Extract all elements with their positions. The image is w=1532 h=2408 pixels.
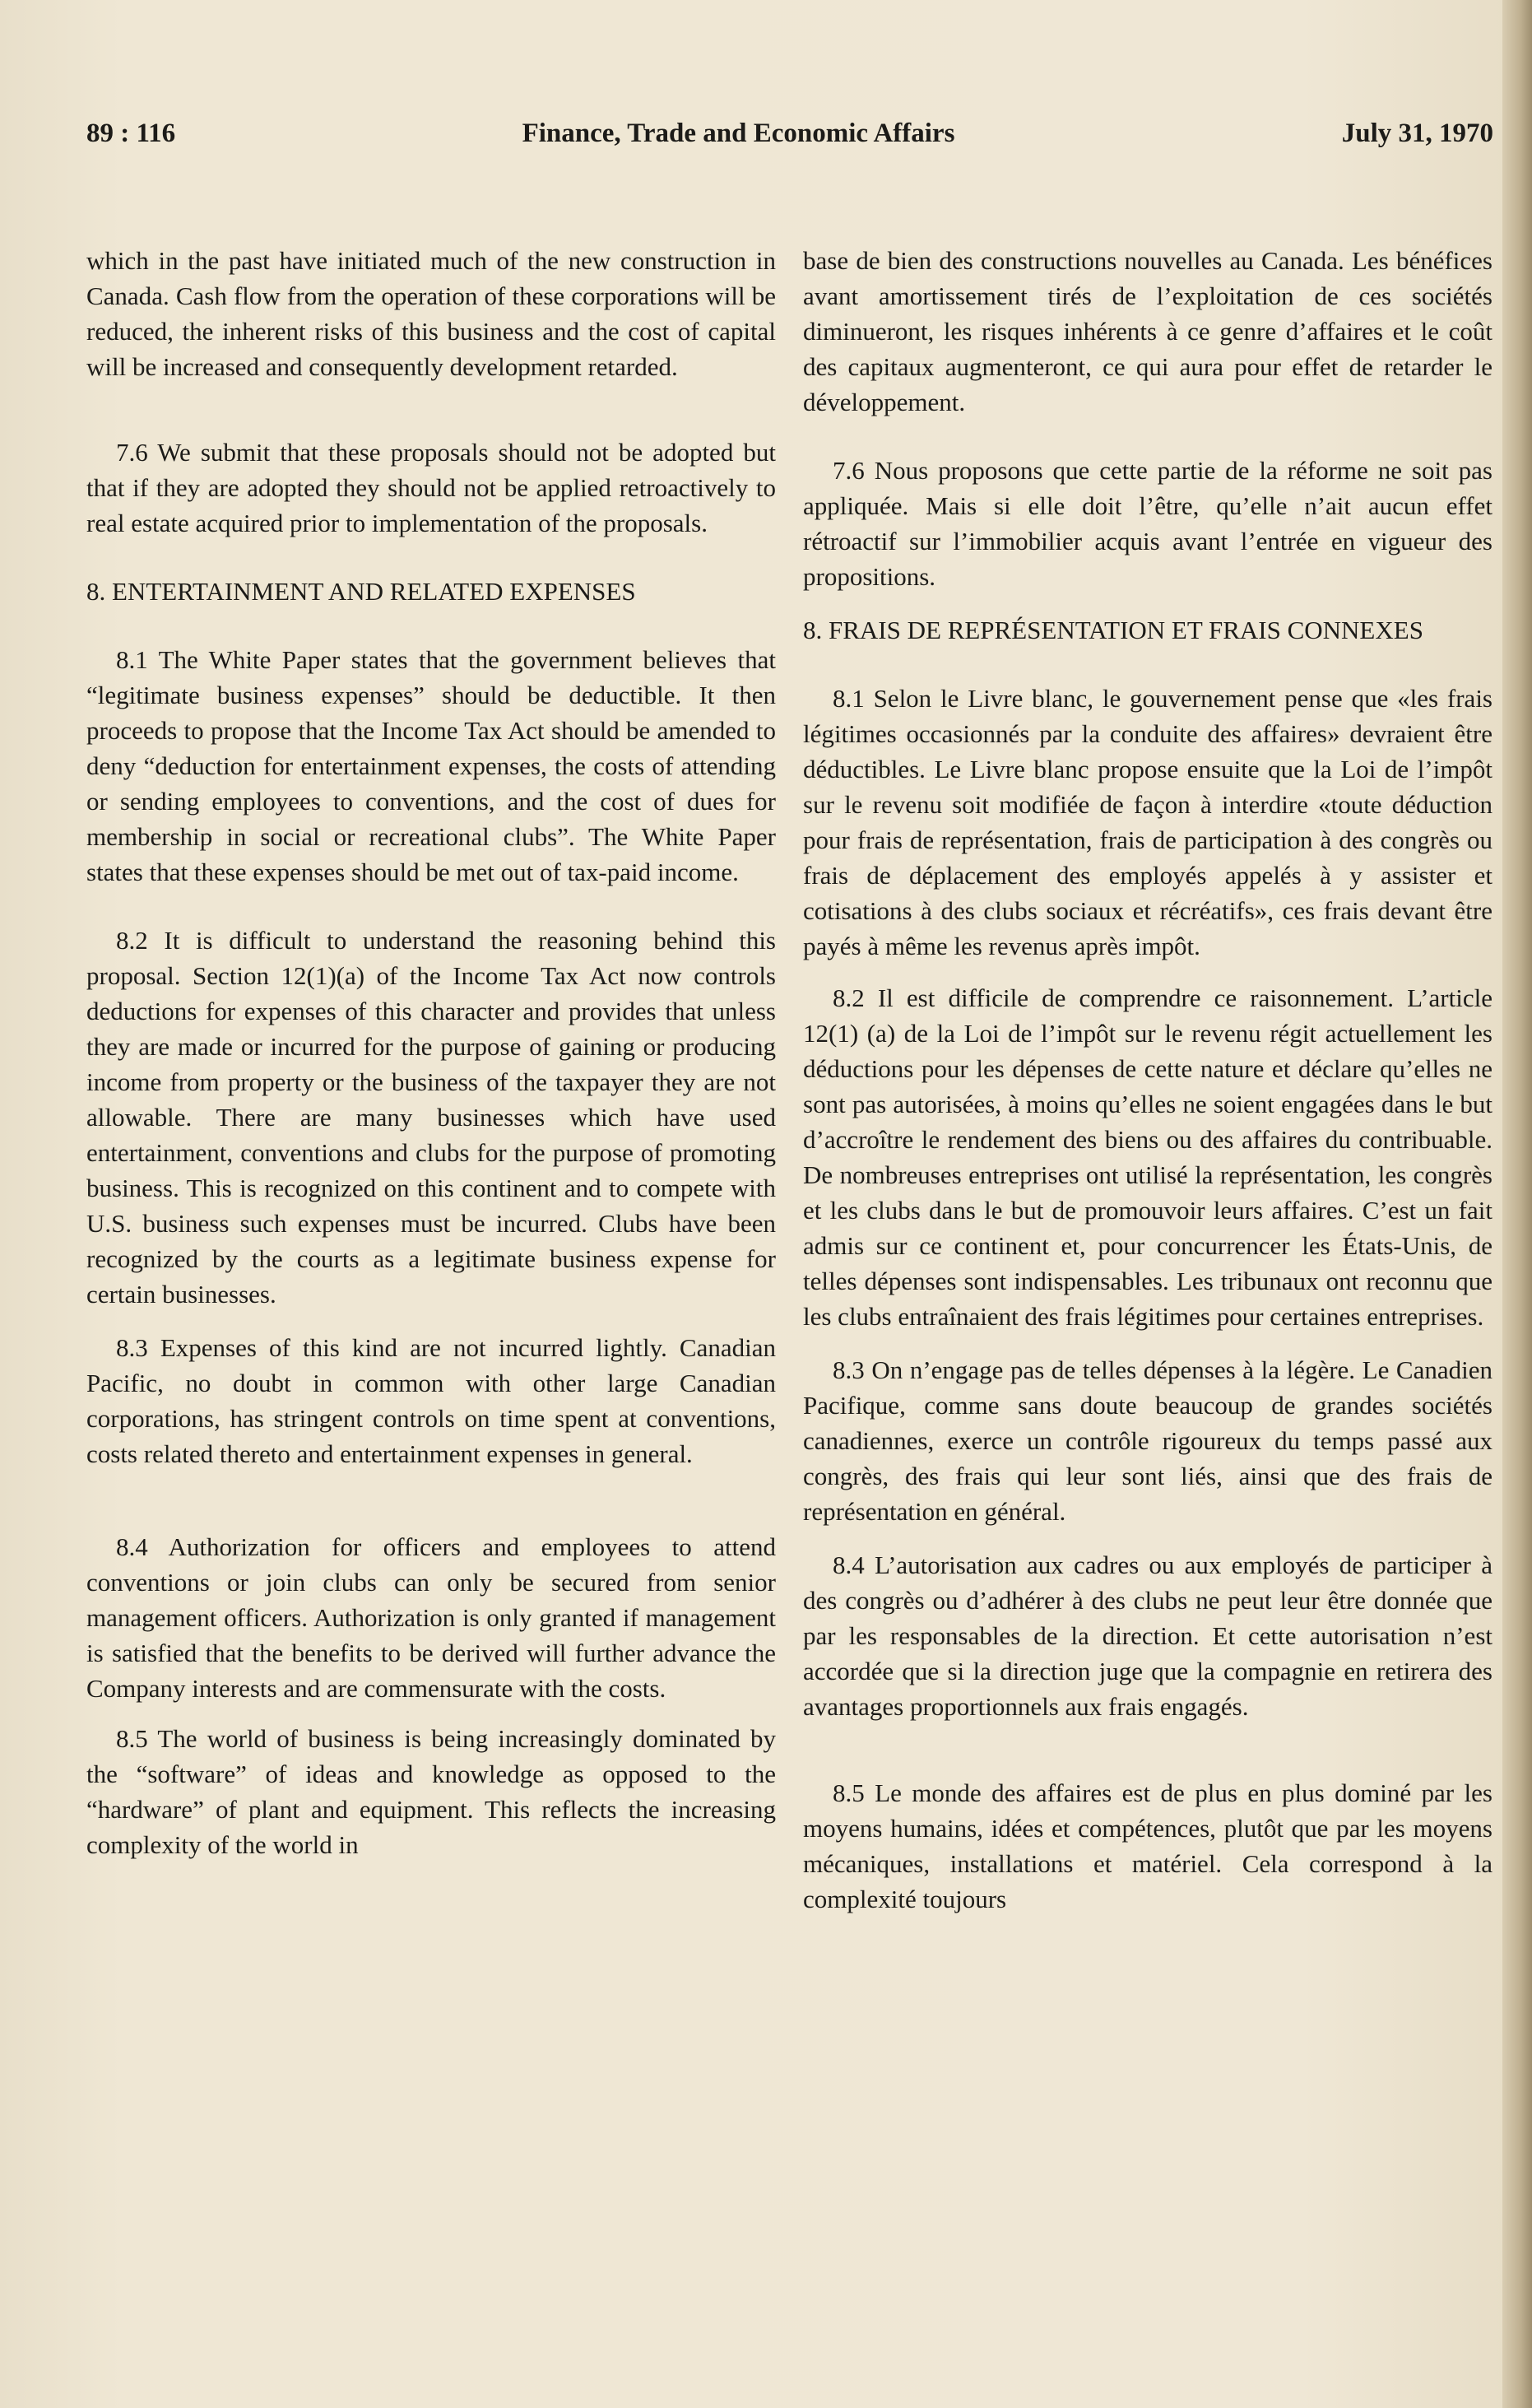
french-paragraph-8-4: 8.4 L’autorisation aux cadres ou aux employés de participer à des congrès ou d’adhérer à des clubs ne peut leur être donnée que par les responsables de la direction. Et cette autorisation n’est accordée que si la direction juge que la compagnie en retirera des avantages proportionnels aux frais engagés. (803, 1550, 1493, 1721)
english-column (86, 243, 776, 1913)
english-section-heading-8: 8. ENTERTAINMENT AND RELATED EXPENSES (86, 577, 636, 606)
running-head (86, 119, 1493, 155)
english-paragraph-8-2: 8.2 It is difficult to understand the reasoning behind this proposal. Section 12(1)(a) of the Income Tax Act now controls deductions for expenses of this character and provides that unless they are made or incurred for the purpose of gaining or producing income from property or the business of the taxpayer they are not allowable. There are many businesses which have used entertainment, conventions and clubs for the purpose of promoting business. This is recognized on this continent and to compete with U.S. business such expenses must be incurred. Clubs have been recognized by the courts as a legitimate business expense for certain businesses. (86, 926, 776, 1309)
french-paragraph-7-6: 7.6 Nous proposons que cette partie de la réforme ne soit pas appliquée. Mais si elle doit l’être, qu’elle n’ait aucun effet rétroactif sur l’immobilier acquis avant l’entrée en vigueur des propositions. (803, 456, 1493, 591)
french-paragraph-8-5: 8.5 Le monde des affaires est de plus en plus dominé par les moyens humains, idées et compétences, plutôt que par les moyens mécaniques, installations et matériel. Cela correspond à la complexité toujours (803, 1778, 1493, 1913)
page-date: July 31, 1970 (1341, 119, 1493, 148)
french-column (803, 243, 1493, 1967)
english-paragraph-8-4: 8.4 Authorization for officers and employees to attend conventions or join clubs can only be secured from senior management officers. Authorization is only granted if management is satisfied that the benefits to be derived will further advance the Company interests and are commensurate with the costs. (86, 1532, 776, 1703)
english-paragraph-continued: which in the past have initiated much of the new construction in Canada. Cash flow from the operation of these corporations will be reduced, the inherent risks of this business and the cost of capital will be increased and consequently development retarded. (86, 246, 776, 381)
page-title: Finance, Trade and Economic Affairs (522, 119, 955, 148)
english-paragraph-8-1: 8.1 The White Paper states that the government believes that “legitimate business expenses” should be deductible. It then proceeds to propose that the Income Tax Act should be amended to deny “deduction for entertainment expenses, the costs of attending or sending employees to conventions, and the cost of dues for membership in social or recreational clubs”. The White Paper states that these expenses should be met out of tax-paid income. (86, 645, 776, 886)
french-section-heading-8: 8. FRAIS DE REPRÉSENTATION ET FRAIS CONNEXES (803, 616, 1423, 644)
french-paragraph-8-1: 8.1 Selon le Livre blanc, le gouvernement pense que «les frais légitimes occasionnés par la conduite des affaires» devraient être déductibles. Le Livre blanc propose ensuite que la Loi de l’impôt sur le revenu soit modifiée de façon à interdire «toute déduction pour frais de représentation, frais de participation à des congrès ou frais de déplacement des employés appelés à y assister et cotisations à des clubs sociaux et récréatifs», ces frais devant être payés à même les revenus après impôt. (803, 684, 1493, 960)
binding-edge (1502, 0, 1532, 2408)
french-paragraph-8-2: 8.2 Il est difficile de comprendre ce raisonnement. L’article 12(1) (a) de la Loi de l’impôt sur le revenu régit actuellement les déductions pour les dépenses de cette nature et déclare qu’elles ne sont pas autorisées, à moins qu’elles ne soient engagées dans le but d’accroître le rendement des biens ou des affaires du contribuable. De nombreuses entreprises ont utilisé la représentation, les congrès et les clubs dans le but de promouvoir leurs affaires. C’est un fait admis sur ce continent et, pour concurrencer les États-Unis, de telles dépenses sont indispensables. Les tribunaux ont reconnu que les clubs entraînaient des frais légitimes pour certaines entreprises. (803, 983, 1493, 1331)
page-number: 89 : 116 (86, 119, 176, 148)
french-paragraph-continued: base de bien des constructions nouvelles au Canada. Les bénéfices avant amortissement tirés de l’exploitation de ces sociétés diminueront, les risques inhérents à ce genre d’affaires et le coût des capitaux augmenteront, ce qui aura pour effet de retarder le développement. (803, 246, 1493, 416)
english-paragraph-8-5: 8.5 The world of business is being increasingly dominated by the “software” of ideas and knowledge as opposed to the “hardware” of plant and equipment. This reflects the increasing complexity of the world in (86, 1724, 776, 1859)
english-paragraph-7-6: 7.6 We submit that these proposals should not be adopted but that if they are adopted they should not be applied retroactively to real estate acquired prior to implementation of the proposals. (86, 438, 776, 537)
french-paragraph-8-3: 8.3 On n’engage pas de telles dépenses à la légère. Le Canadien Pacifique, comme sans doute beaucoup de grandes sociétés canadiennes, exerce un contrôle rigoureux du temps passé aux congrès, des frais qui leur sont liés, ainsi que des frais de représentation en général. (803, 1355, 1493, 1526)
english-paragraph-8-3: 8.3 Expenses of this kind are not incurred lightly. Canadian Pacific, no doubt in common with other large Canadian corporations, has stringent controls on time spent at conventions, costs related thereto and entertainment expenses in general. (86, 1333, 776, 1468)
